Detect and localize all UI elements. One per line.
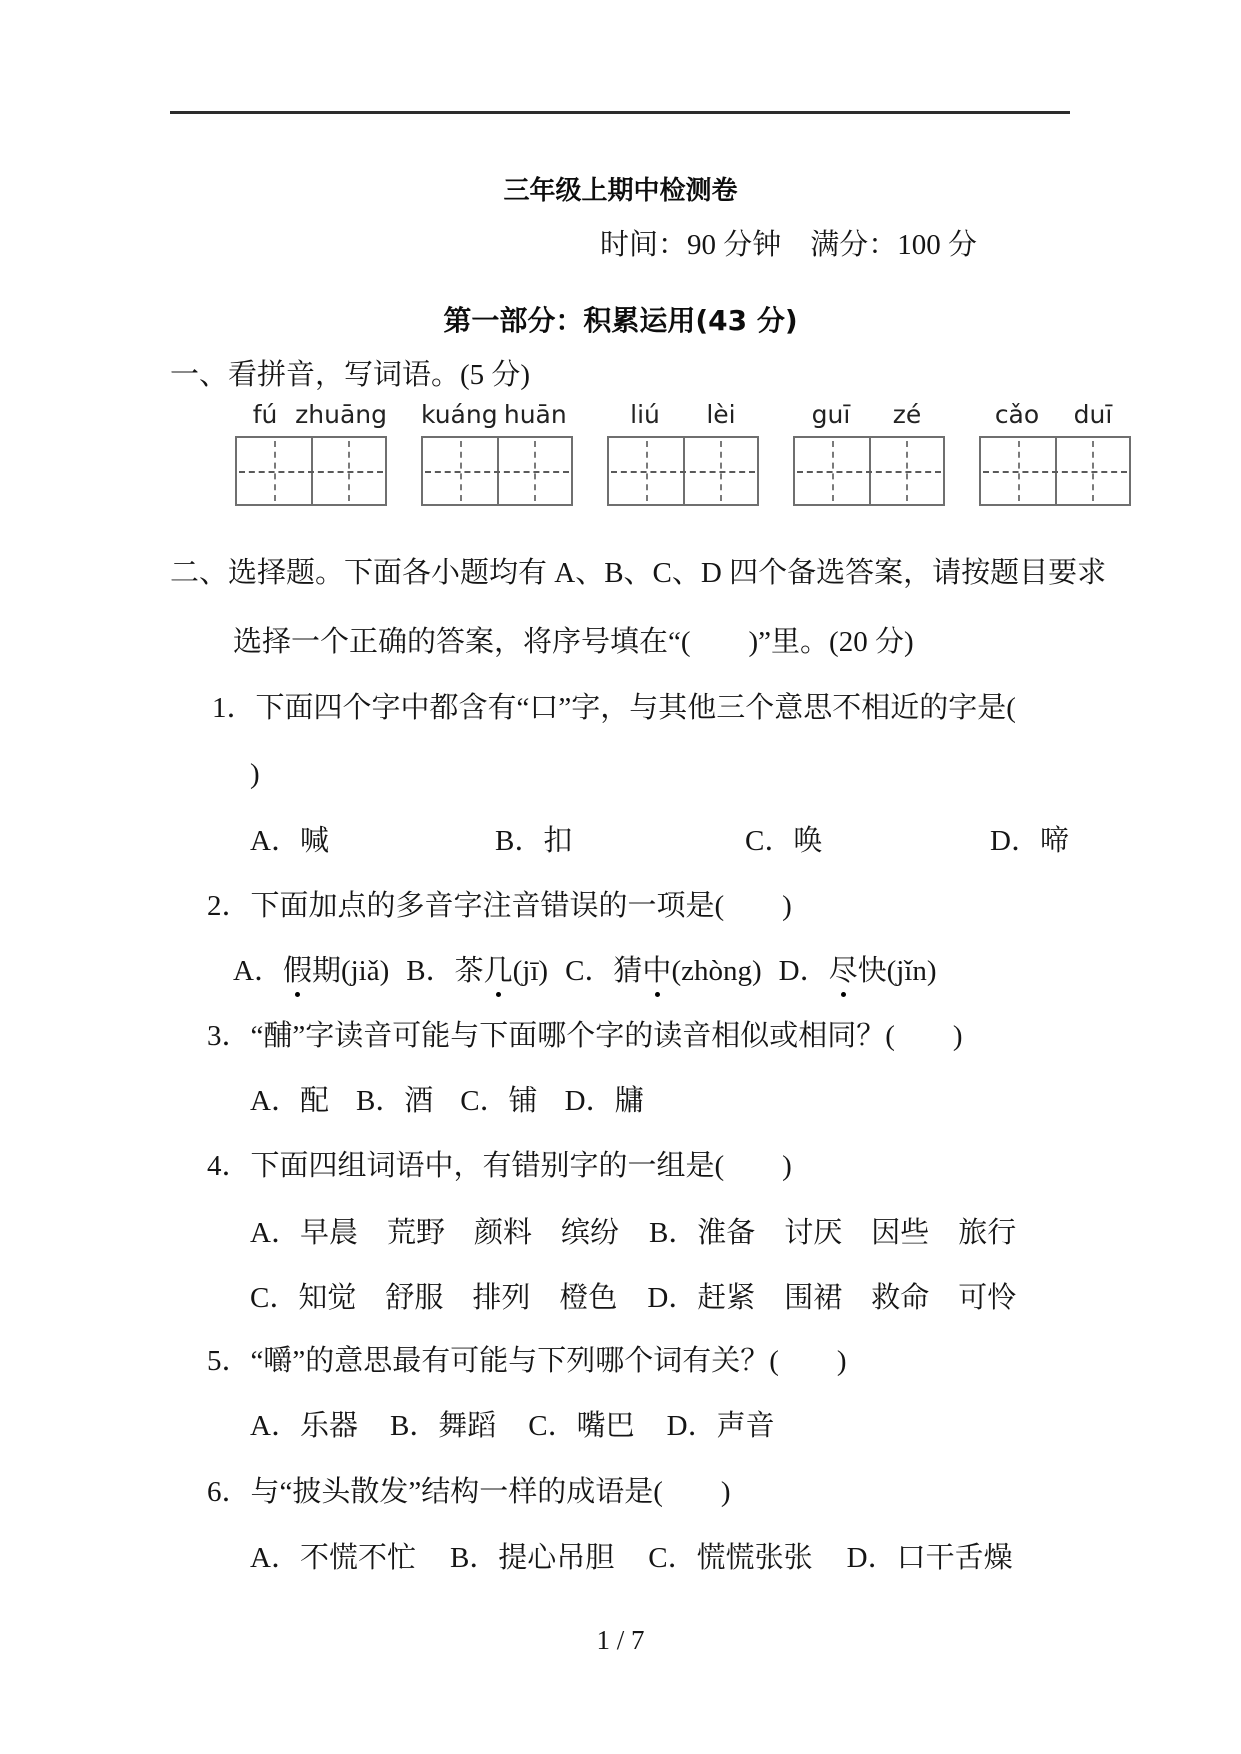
- grid-dashed-vertical: [460, 441, 462, 501]
- question6-options: [250, 1542, 1013, 1575]
- question1-stem: 1．下面四个字中都含有“口”字，与其他三个意思不相近的字是(: [212, 692, 1016, 724]
- option-text: 期(jiǎ): [311, 955, 390, 987]
- grid-dashed-horizontal: [425, 471, 569, 473]
- grid-dashed-vertical: [1018, 441, 1020, 501]
- grid-dashed-horizontal: [797, 471, 941, 473]
- option: C．唤: [745, 825, 823, 857]
- grid-dashed-vertical: [720, 441, 722, 501]
- grid-dashed-vertical: [1092, 441, 1094, 501]
- writing-grid-box-1: [235, 436, 387, 506]
- grid-dashed-vertical: [906, 441, 908, 501]
- question3-stem: 3．“酺”字读音可能与下面哪个字的读音相似或相同？( ): [207, 1020, 963, 1052]
- question3-options: [250, 1085, 644, 1118]
- dotted-char: 中: [642, 955, 672, 987]
- dotted-char: 几: [483, 955, 513, 987]
- writing-grid-box-2: [421, 436, 573, 506]
- dotted-char: 假: [282, 955, 312, 987]
- option-text: C．猜: [565, 955, 643, 987]
- option: [565, 955, 762, 988]
- writing-grid-box-4: [793, 436, 945, 506]
- pinyin-syllable: huān: [503, 400, 567, 429]
- writing-grid-box-5: [979, 436, 1131, 506]
- grid-dashed-vertical: [274, 441, 276, 501]
- grid-dashed-vertical: [348, 441, 350, 501]
- option: B．舞蹈: [389, 1410, 497, 1442]
- pinyin-syllable: duī: [1073, 400, 1113, 429]
- pinyin-syllable: zé: [892, 400, 922, 429]
- question4-options-row1: [250, 1217, 1016, 1250]
- top-divider-rule: [170, 111, 1070, 114]
- pinyin-syllable: liú: [630, 400, 660, 429]
- option: D．啼: [990, 825, 1069, 857]
- option: A．喊: [250, 825, 329, 857]
- writing-grid-box-3: [607, 436, 759, 506]
- option-text: B．茶: [406, 955, 484, 987]
- grid-dashed-vertical: [646, 441, 648, 501]
- option: [406, 955, 548, 988]
- time-score-line: 时间：90 分钟 满分：100 分: [600, 229, 978, 261]
- section2-intro-line2: 选择一个正确的答案，将序号填在“( )”里。(20 分): [233, 626, 914, 658]
- pinyin-word-4: [793, 400, 945, 506]
- question6-stem: 6．与“披头散发”结构一样的成语是( ): [207, 1476, 731, 1508]
- pinyin-syllable: cǎo: [994, 400, 1040, 429]
- question5-options: [250, 1410, 775, 1443]
- option: C．嘴巴: [528, 1410, 635, 1442]
- option: D．牗: [564, 1085, 644, 1117]
- option: [233, 955, 389, 988]
- grid-dashed-vertical: [534, 441, 536, 501]
- option: D．赶紧 围裙 救命 可怜: [647, 1282, 1017, 1314]
- question5-stem: 5．“嚼”的意思最有可能与下列哪个词有关？( ): [207, 1345, 847, 1377]
- option: C．铺: [460, 1085, 538, 1117]
- pinyin-syllable: lèi: [706, 400, 736, 429]
- pinyin-label-3: [607, 400, 759, 429]
- pinyin-syllable: fú: [252, 400, 278, 429]
- pinyin-word-3: [607, 400, 759, 506]
- page-number: 1 / 7: [596, 1625, 645, 1655]
- option: B．扣: [495, 825, 573, 857]
- question4-options-row2: [250, 1282, 1016, 1315]
- option-text: D．: [778, 955, 829, 987]
- option: A．早晨 荒野 颜料 缤纷: [250, 1217, 619, 1249]
- grid-dashed-vertical: [832, 441, 834, 501]
- pinyin-label-2: [421, 400, 573, 429]
- option: B．酒: [355, 1085, 434, 1117]
- section1-label: 一、看拼音，写词语。(5 分): [170, 359, 531, 391]
- pinyin-word-1: [235, 400, 387, 506]
- pinyin-label-1: [235, 400, 387, 429]
- option-text: 快(jǐn): [857, 955, 937, 987]
- question4-stem: 4．下面四组词语中，有错别字的一组是( ): [207, 1150, 792, 1182]
- pinyin-label-5: [979, 400, 1131, 429]
- pinyin-syllable: guī: [811, 400, 851, 429]
- option-text: A．: [233, 955, 283, 987]
- pinyin-word-2: [421, 400, 573, 506]
- dotted-char: 尽: [828, 955, 858, 987]
- option: D．声音: [666, 1410, 775, 1442]
- option: A．不慌不忙: [250, 1542, 416, 1574]
- option: A．配: [250, 1085, 329, 1117]
- option: A．乐器: [250, 1410, 358, 1442]
- grid-dashed-horizontal: [239, 471, 383, 473]
- option-text: (zhòng): [671, 955, 762, 987]
- option: C．知觉 舒服 排列 橙色: [250, 1282, 618, 1314]
- option: D．口干舌燥: [846, 1542, 1013, 1574]
- section2-intro-line1: 二、选择题。下面各小题均有 A、B、C、D 四个备选答案，请按题目要求: [170, 557, 1107, 589]
- question1-stem-wrap: ): [250, 758, 260, 790]
- question2-stem: 2．下面加点的多音字注音错误的一项是( ): [207, 890, 792, 922]
- pinyin-word-5: [979, 400, 1131, 506]
- option: C．慌慌张张: [648, 1542, 813, 1574]
- pinyin-label-4: [793, 400, 945, 429]
- pinyin-syllable: zhuāng: [295, 400, 387, 429]
- question2-options: [233, 955, 937, 988]
- option-text: (jī): [512, 955, 549, 987]
- option: B．提心吊胆: [449, 1542, 615, 1574]
- option: [779, 955, 937, 988]
- grid-dashed-horizontal: [983, 471, 1127, 473]
- document-title: 三年级上期中检测卷: [503, 176, 738, 206]
- pinyin-syllable: kuáng: [421, 400, 498, 429]
- grid-dashed-horizontal: [611, 471, 755, 473]
- option: B．淮备 讨厌 因些 旅行: [648, 1217, 1017, 1249]
- part1-heading: 第一部分：积累运用(43 分): [443, 304, 798, 337]
